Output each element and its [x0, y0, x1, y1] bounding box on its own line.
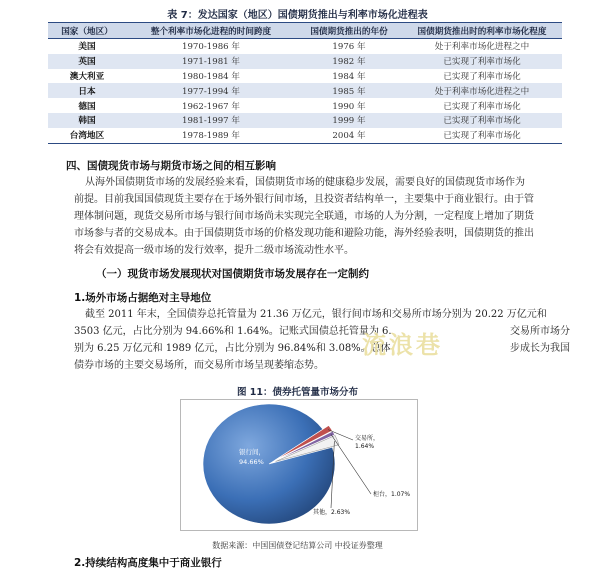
table-header-cell: 国债期货推出的年份 [296, 23, 402, 39]
table-cell: 德国 [78, 101, 96, 112]
data-label-value: 94.66% [239, 458, 264, 466]
table-header-row [48, 23, 562, 39]
table-cell: 韩国 [48, 113, 126, 128]
table-cell: 日本 [48, 83, 126, 98]
figure-source: 数据来源：中国国债登记结算公司 中投证券整理 [212, 541, 383, 550]
table-row [48, 128, 562, 143]
table-cell: 澳大利亚 [69, 71, 105, 82]
text-line-tail: 交易所市场分 [510, 326, 570, 337]
data-label-name: 交易所， [355, 435, 380, 442]
text-line: 从海外国债期货市场的发展经验来看，国债期货市场的健康稳步发展，需要良好的国债现货市场作为 [85, 177, 525, 188]
table-cell: 1999 年 [296, 113, 402, 128]
table-row [48, 98, 562, 113]
text-line: 债券市场的主要交易场所，而交易所市场呈现萎缩态势。 [74, 360, 324, 371]
table-header-cell: 国家（地区） [48, 23, 126, 39]
table-cell: 1990 年 [332, 101, 366, 112]
table-cell: 1971-1981 年 [126, 54, 296, 69]
text-line-tail: 步成长为我国 [510, 343, 570, 354]
table-cell: 1977-1994 年 [126, 83, 296, 98]
table-cell: 1980-1984 年 [182, 71, 240, 82]
table-cell: 已实现了利率市场化 [402, 54, 562, 69]
section-paragraph [74, 174, 574, 259]
data-label-value: 1.64% [355, 443, 375, 450]
next-heading: 2.持续结构高度集中于商业银行 [74, 557, 222, 569]
table-cell: 美国 [78, 42, 96, 53]
table-cell: 1970-1986 年 [182, 42, 240, 53]
pie-chart [181, 400, 417, 530]
text-line: 将会有效提高一级市场的发行效率，提升二级市场流动性水平。 [74, 245, 354, 256]
table-cell: 1962-1967 年 [182, 101, 240, 112]
pie-slice-1 [203, 404, 335, 524]
table-row [48, 54, 562, 69]
table-cell: 2004 年 [296, 128, 402, 143]
subsection-heading: 1.场外市场占据绝对主导地位 [74, 292, 212, 304]
text-line: 理体制问题，现货交易所市场与银行间市场尚未实现完全联通，市场的人为分割，一定程度上增加了期货 [74, 211, 534, 222]
table-cell: 1984 年 [332, 71, 366, 82]
rate-liberalization-table [48, 22, 562, 144]
figure-title: 图 11：债券托管量市场分布 [236, 387, 359, 398]
table-row [48, 69, 562, 84]
table-cell: 已实现了利率市场化 [443, 101, 521, 112]
watermark: 流浪巷 [362, 331, 443, 359]
text-line: 市场参与者的交易成本。由于国债期货市场的价格发现功能和避险功能，海外经验表明，国债期货的推出 [74, 228, 534, 239]
table-header-cell: 国债期货推出时的利率市场化程度 [402, 23, 562, 39]
table-title: 表 7：发达国家（地区）国债期货推出与利率市场化进程表 [167, 10, 428, 21]
pie-chart-frame [180, 399, 418, 531]
table-cell: 英国 [48, 54, 126, 69]
table-cell: 已实现了利率市场化 [443, 71, 521, 82]
data-label-name: 银行间， [239, 448, 265, 456]
text-line: 别为 6.25 万亿元和 1989 亿元，占比分别为 96.84%和 3.08%。总体 [74, 343, 391, 354]
table-cell: 已实现了利率市场化 [402, 128, 562, 143]
data-label-name: 柜台，1.07% [373, 491, 411, 498]
table-row [48, 39, 562, 54]
text-line: 3503 亿元，占比分别为 94.66%和 1.64%。记账式国债总托管量为 6. [74, 326, 392, 337]
data-label-name: 其他，2.63% [313, 509, 351, 516]
section-heading: 四、国债现货市场与期货市场之间的相互影响 [66, 160, 276, 172]
table-cell: 1981-1997 年 [126, 113, 296, 128]
table-cell: 1982 年 [296, 54, 402, 69]
subsection-heading: （一）现货市场发展现状对国债期货市场发展存在一定制约 [96, 268, 369, 280]
table-cell: 处于利率市场化进程之中 [434, 42, 530, 53]
table-cell: 已实现了利率市场化 [402, 113, 562, 128]
subsection-paragraph [74, 306, 574, 374]
table-cell: 台湾地区 [48, 128, 126, 143]
table-cell: 1976 年 [332, 42, 366, 53]
table-row [48, 113, 562, 128]
table-cell: 1985 年 [296, 83, 402, 98]
table-header-cell: 整个利率市场化进程的时间跨度 [126, 23, 296, 39]
table-row [48, 83, 562, 98]
text-line: 前提。目前我国国债现货主要存在于场外银行间市场，且投资者结构单一，主要集中于商业银行。由于管 [74, 194, 534, 205]
table-cell: 处于利率市场化进程之中 [402, 83, 562, 98]
table-cell: 1978-1989 年 [126, 128, 296, 143]
text-line: 截至 2011 年末，全国债券总托管量为 21.36 万亿元，银行间市场和交易所市场分别为 20.22 万亿元和 [85, 309, 547, 320]
